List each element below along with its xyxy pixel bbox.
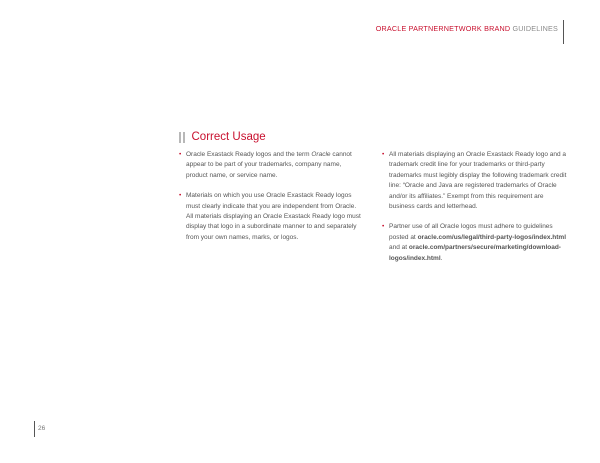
bullet-icon: • xyxy=(179,192,182,200)
paragraph-text: All materials displaying an Oracle Exastack Ready logo and a trademark credit line for your trademarks or third-party trademarks must legibly display the following trademark credit line: “Oracle and Java are registered trademarks of Oracle and/or its affiliates.” Exempt from this requirement are business cards and letterhead. xyxy=(389,151,567,211)
section-heading xyxy=(179,131,266,143)
footer-divider xyxy=(34,421,35,437)
paragraph-independence xyxy=(179,191,364,243)
paragraph-text: Materials on which you use Oracle Exastack Ready logos must clearly indicate that you are independent from Oracle. All materials displaying an Oracle Exastack Ready logo must display that logo in a subordinate manner to and separately from your own names, marks, or logos. xyxy=(186,192,361,241)
paragraph-trademark-credit xyxy=(382,150,567,212)
paragraph-text: Oracle Exastack Ready logos and the term xyxy=(186,151,312,158)
header-brand: ORACLE PARTNERNETWORK BRAND xyxy=(375,24,511,33)
section-title: Correct Usage xyxy=(191,131,266,143)
right-column xyxy=(382,150,567,274)
section-marker-icon xyxy=(179,132,185,143)
paragraph-naming-restriction xyxy=(179,150,364,181)
bullet-icon: • xyxy=(382,151,385,158)
link-third-party-logos[interactable]: oracle.com/us/legal/third-party-logos/index.html xyxy=(417,233,567,241)
paragraph-text: . xyxy=(440,254,443,262)
bullet-icon: • xyxy=(382,223,385,231)
header-divider xyxy=(563,20,564,44)
link-download-logos[interactable]: oracle.com/partners/secure/marketing/download-logos/index.html xyxy=(389,244,561,262)
paragraph-text: and at xyxy=(389,244,409,252)
emphasis-term: Oracle xyxy=(311,151,331,158)
bullet-icon: • xyxy=(179,151,182,158)
paragraph-text: Partner use of all Oracle logos must adhere to guidelines posted at xyxy=(389,223,553,241)
left-column xyxy=(179,150,364,253)
header-subtitle: GUIDELINES xyxy=(512,24,558,33)
page-header xyxy=(376,24,558,33)
paragraph-text: cannot appear to be part of your trademarks, company name, product name, or service name. xyxy=(186,151,352,179)
page-number: 26 xyxy=(38,425,46,432)
paragraph-guidelines xyxy=(382,222,567,264)
